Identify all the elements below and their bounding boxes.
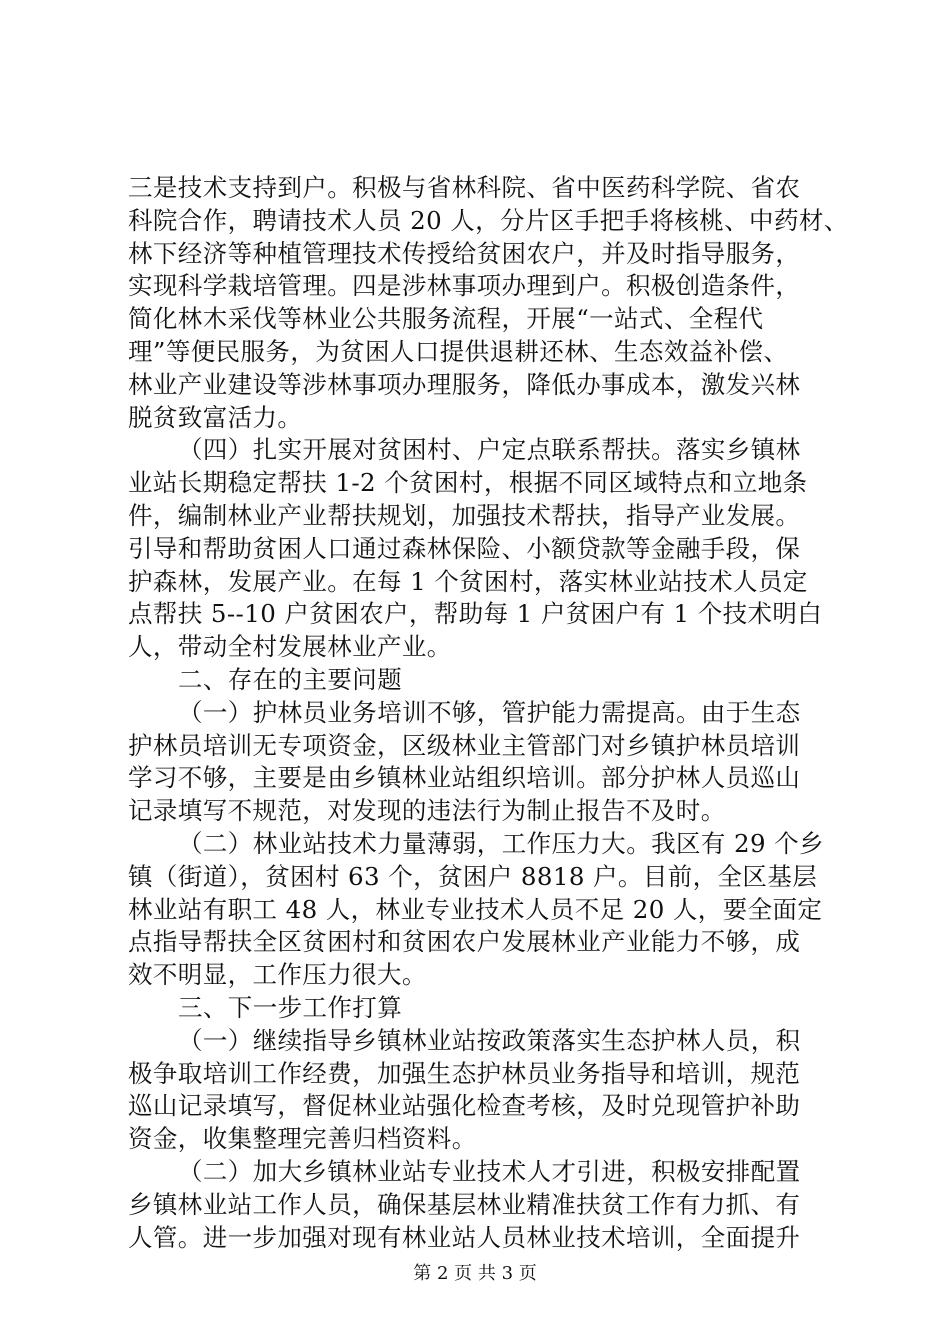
text-line: 引导和帮助贫困人口通过森林保险、小额贷款等金融手段，保 [128, 533, 801, 563]
text-line: 科院合作，聘请技术人员 20 人，分片区手把手将核桃、中药材、 [128, 205, 849, 235]
text-line: 林业站有职工 48 人，林业专业技术人员不足 20 人，要全面定 [128, 894, 823, 924]
text-line: （一）继续指导乡镇林业站按政策落实生态护林人员，积 [178, 1025, 801, 1055]
text-line: 业站长期稳定帮扶 1-2 个贫困村，根据不同区域特点和立地条 [128, 468, 808, 498]
text-line: 极争取培训工作经费，加强生态护林员业务指导和培训，规范 [128, 1058, 801, 1088]
text-line: 效不明显，工作压力很大。 [128, 960, 427, 990]
text-line: 巡山记录填写，督促林业站强化检查考核，及时兑现管护补助 [128, 1091, 801, 1121]
text-line: 林下经济等种植管理技术传授给贫困农户，并及时指导服务， [128, 238, 801, 268]
text-line: 实现科学栽培管理。四是涉林事项办理到户。积极创造条件， [128, 271, 801, 301]
text-line: 记录填写不规范，对发现的违法行为制止报告不及时。 [128, 796, 726, 826]
text-line: （一）护林员业务培训不够，管护能力需提高。由于生态 [178, 697, 801, 727]
text-line: 三是技术支持到户。积极与省林科院、省中医药科学院、省农 [128, 173, 801, 202]
text-line: 镇（街道），贫困村 63 个，贫困户 8818 户。目前，全区基层 [128, 861, 818, 891]
text-line: 理”等便民服务，为贫困人口提供退耕还林、生态效益补偿、 [128, 336, 789, 366]
body-text [128, 172, 849, 1254]
text-line: 人，带动全村发展林业产业。 [128, 632, 452, 662]
text-line: 护森林，发展产业。在每 1 个贫困村，落实林业站技术人员定 [128, 566, 808, 596]
text-line: 件，编制林业产业帮扶规划，加强技术帮扶，指导产业发展。 [128, 500, 801, 530]
text-line: （二）林业站技术力量薄弱，工作压力大。我区有 29 个乡 [178, 828, 824, 858]
page-footer: 第 2 页 共 3 页 [413, 1263, 537, 1284]
text-line: 点指导帮扶全区贫困村和贫困农户发展林业产业能力不够，成 [128, 927, 801, 957]
text-line: 人管。进一步加强对现有林业站人员林业技术培训，全面提升 [128, 1222, 801, 1252]
text-line: 资金，收集整理完善归档资料。 [128, 1124, 477, 1154]
text-line: 护林员培训无专项资金，区级林业主管部门对乡镇护林员培训 [128, 730, 801, 760]
text-line: 乡镇林业站工作人员，确保基层林业精准扶贫工作有力抓、有 [128, 1189, 801, 1219]
text-line: 脱贫致富活力。 [128, 402, 303, 432]
text-line: （四）扎实开展对贫困村、户定点联系帮扶。落实乡镇林 [178, 435, 801, 465]
text-line: 三、下一步工作打算 [178, 992, 403, 1022]
text-line: 二、存在的主要问题 [178, 664, 403, 694]
text-line: （二）加大乡镇林业站专业技术人才引进，积极安排配置 [178, 1156, 801, 1186]
text-line: 林业产业建设等涉林事项办理服务，降低办事成本，激发兴林 [128, 369, 801, 399]
text-line: 简化林木采伐等林业公共服务流程，开展“一站式、全程代 [128, 304, 764, 334]
text-line: 点帮扶 5--10 户贫困农户，帮助每 1 户贫困户有 1 个技术明白 [128, 599, 823, 629]
text-line: 学习不够，主要是由乡镇林业站组织培训。部分护林人员巡山 [128, 763, 801, 793]
